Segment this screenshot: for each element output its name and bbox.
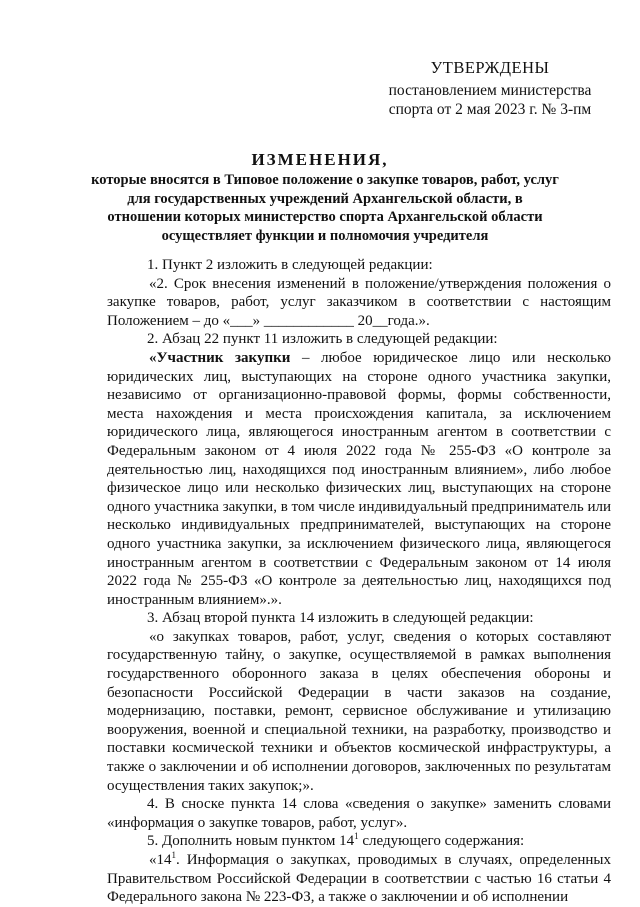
item-1-text: «2. Срок внесения изменений в положение/утверждения положения о закупке товаров, работ, услуг заказчиком в соответствии с настоящим Положением – до «___» ____________ 20__года.». [107, 275, 611, 329]
item-2-text [107, 349, 611, 609]
approval-stamp [360, 58, 620, 119]
document-subtitle: которые вносятся в Типовое положение о закупке товаров, работ, услуг для государственных учреждений Архангельской области, в отношении которых министерство спорта Архангельской области осуществляет функции и полномочия учредителя [91, 172, 559, 244]
item-1-heading: 1. Пункт 2 изложить в следующей редакции: [147, 257, 433, 273]
document-body [107, 256, 611, 907]
document-title: ИЗМЕНЕНИЯ, [251, 150, 389, 169]
approval-heading: УТВЕРЖДЕНЫ [430, 58, 550, 77]
item-5-heading: 5. Дополнить новым пунктом $14^1$ следующего содержания: [147, 831, 525, 850]
item-2-heading: 2. Абзац 22 пункт 11 изложить в следующей редакции: [147, 331, 498, 348]
item-2-term: «Участник закупки [149, 349, 291, 366]
approval-line-2: спорта от 2 мая 2023 г. № 3-пм [388, 101, 592, 118]
item-5-text: «$14^1$. Информация о закупках, проводимых в случаях, определенных Правительством Российской Федерации в соответствии с частью 16 статьи 4 Федерального закона № 223-ФЗ, а также о заключении и об исполнении [107, 850, 611, 906]
item-4-text: 4. В сноске пункта 14 слова «сведения о закупке» заменить словами «информация о закупке товаров, работ, услуг». [107, 796, 611, 831]
approval-line-1: постановлением министерства [388, 82, 592, 99]
item-2-definition: – любое юридическое лицо или несколько юридических лиц, выступающих на стороне одного участника закупки, независимо от организационно-правовой формы, формы собственности, места нахождения и места происхождения капитала, за исключением юридического лица, являющегося иностранным агентом в соответствии с Федеральным законом от 4 июля 2022 года № 255-ФЗ «О контроле за деятельностью лиц, находящихся под иностранным влиянием», либо любое физическое лицо или несколько физических лиц, выступающих на стороне одного участника закупки, в том числе индивидуальный предприниматель или несколько индивидуальных предпринимателей, выступающих на стороне одного участника закупки, за исключением физического лица, являющегося иностранным агентом в соответствии с Федеральным законом от 14 июля 2022 года № 255-ФЗ «О контроле за деятельностью лиц, находящихся под иностранным влиянием».». [107, 349, 611, 608]
item-3-heading: 3. Абзац второй пункта 14 изложить в следующей редакции: [147, 610, 534, 627]
item-3-text: «о закупках товаров, работ, услуг, сведения о которых составляют государственную тайну, о закупке, осуществляемой в рамках выполнения государственного оборонного заказа в целях обеспечения обороны и безопасности Российской Федерации в части заказов на создание, модернизацию, поставки, ремонт, сервисное обслуживание и утилизацию вооружения, военной и специальной техники, на разработку, производство и поставки космической техники и объектов космической инфраструктуры, а также о заключении и об исполнении договоров, заключенных по результатам осуществления таких закупок;». [107, 628, 611, 794]
